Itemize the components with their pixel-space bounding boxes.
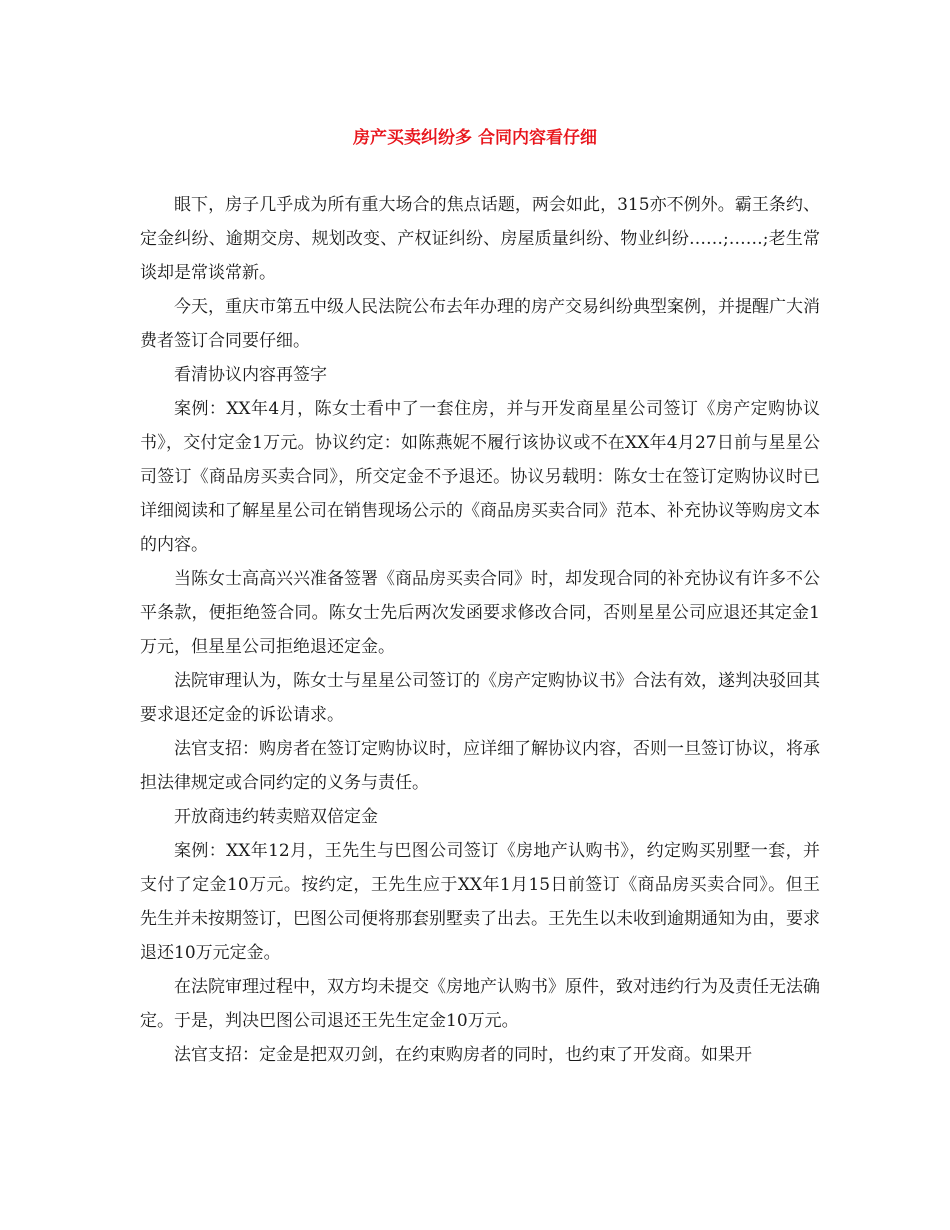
paragraph-announcement: 今天，重庆市第五中级人民法院公布去年办理的房产交易纠纷典型案例，并提醒广大消费者签订合同要仔细。 [140, 297, 820, 351]
section-heading-read-agreement: 看清协议内容再签字 [174, 365, 327, 385]
section-heading-double-deposit: 开放商违约转卖赔双倍定金 [174, 807, 378, 827]
paragraph-case-1-dispute: 当陈女士高高兴兴准备签署《商品房买卖合同》时，却发现合同的补充协议有许多不公平条款，便拒绝签合同。陈女士先后两次发函要求修改合同，否则星星公司应退还其定金1万元，但星星公司拒绝退还定金。 [140, 569, 820, 657]
document-body [140, 188, 820, 1072]
paragraph-judge-tip-1: 法官支招：购房者在签订定购协议时，应详细了解协议内容，否则一旦签订协议，将承担法律规定或合同约定的义务与责任。 [140, 739, 820, 793]
paragraph-judge-tip-2: 法官支招：定金是把双刃剑，在约束购房者的同时，也约束了开发商。如果开 [174, 1045, 752, 1065]
paragraph-case-2-ruling: 在法院审理过程中，双方均未提交《房地产认购书》原件，致对违约行为及责任无法确定。于是，判决巴图公司退还王先生定金10万元。 [140, 977, 820, 1031]
document-title: 房产买卖纠纷多 合同内容看仔细 [353, 128, 597, 148]
paragraph-case-1-ruling: 法院审理认为，陈女士与星星公司签订的《房产定购协议书》合法有效，遂判决驳回其要求退还定金的诉讼请求。 [140, 671, 820, 725]
paragraph-intro: 眼下，房子几乎成为所有重大场合的焦点话题，两会如此，315亦不例外。霸王条约、定金纠纷、逾期交房、规划改变、产权证纠纷、房屋质量纠纷、物业纠纷……;……;老生常谈却是常谈常新。 [140, 195, 820, 283]
paragraph-case-2: 案例：XX年12月，王先生与巴图公司签订《房地产认购书》，约定购买别墅一套，并支付了定金10万元。按约定，王先生应于XX年1月15日前签订《商品房买卖合同》。但王先生并未按期签订，巴图公司便将那套别墅卖了出去。王先生以未收到逾期通知为由，要求退还10万元定金。 [140, 841, 820, 963]
paragraph-case-1: 案例：XX年4月，陈女士看中了一套住房，并与开发商星星公司签订《房产定购协议书》，交付定金1万元。协议约定：如陈燕妮不履行该协议或不在XX年4月27日前与星星公司签订《商品房买卖合同》，所交定金不予退还。协议另载明：陈女士在签订定购协议时已详细阅读和了解星星公司在销售现场公示的《商品房买卖合同》范本、补充协议等购房文本的内容。 [140, 399, 820, 555]
